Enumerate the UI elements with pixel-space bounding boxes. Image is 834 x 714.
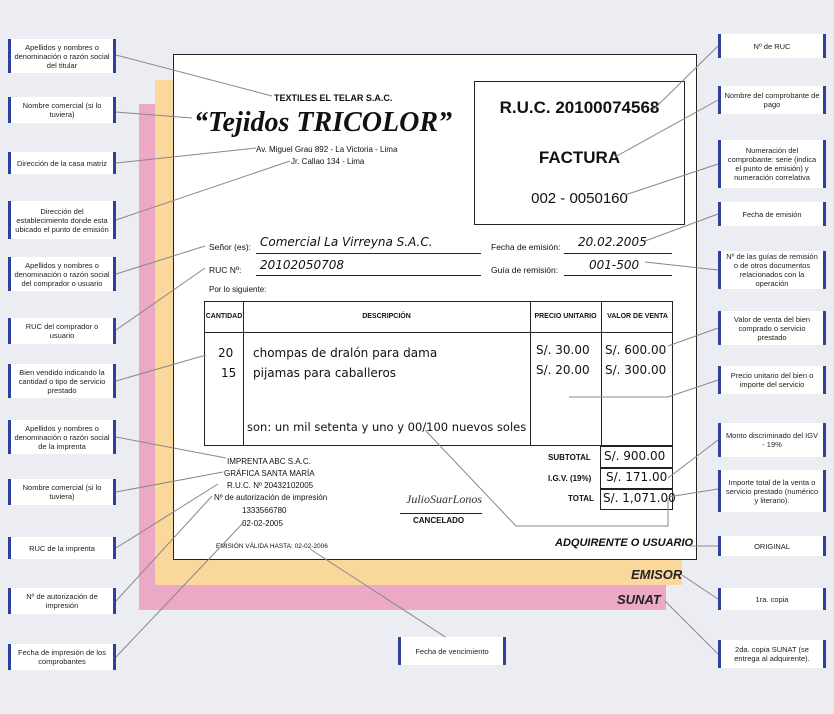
- print-date: 02-02-2005: [242, 519, 283, 528]
- signature: JulioSuarLonos: [406, 492, 483, 506]
- row1-total: S/. 600.00: [605, 343, 667, 357]
- emisor-copy-label: EMISOR: [631, 567, 683, 582]
- cancelado-label: CANCELADO: [413, 516, 465, 525]
- document-number: 002 - 0050160: [531, 190, 628, 207]
- company-legal-name: TEXTILES EL TELAR S.A.C.: [274, 93, 393, 103]
- subtotal-label: SUBTOTAL: [548, 453, 591, 462]
- row2-total: S/. 300.00: [605, 363, 667, 377]
- remission-guide-label: Guía de remisión:: [491, 265, 559, 275]
- annot-doc-number: Numeración del comprobante: serie (indica el punto de emisión) y numeración correlativa: [718, 140, 826, 188]
- annot-main-address: Dirección de la casa matriz: [8, 152, 116, 174]
- header-quantity: CANTIDAD: [205, 313, 243, 320]
- annot-second-copy: 2da. copia SUNAT (se entrega al adquirente).: [718, 640, 826, 668]
- senor-label: Señor (es):: [209, 242, 252, 252]
- total-value: S/. 1,071.00: [603, 491, 676, 505]
- printer-ruc: R.U.C. Nº 20432102005: [227, 481, 314, 490]
- annot-branch-address: Dirección del establecimiento donde esta ubicado el punto de emisión: [8, 201, 116, 239]
- annot-first-copy: 1ra. copia: [718, 588, 826, 610]
- annot-issue-date: Fecha de emisión: [718, 202, 826, 226]
- header-description: DESCRIPCIÓN: [362, 313, 411, 320]
- auth-number: 1333566780: [242, 506, 287, 515]
- header-unit-price: PRECIO UNITARIO: [534, 313, 597, 320]
- printer-name: IMPRENTA ABC S.A.C.: [227, 457, 311, 466]
- customer-ruc: 20102050708: [260, 258, 344, 272]
- auth-label: Nº de autorización de impresión: [214, 493, 328, 502]
- annot-buyer-name: Apellidos y nombres o denominación o razón social del comprador o usuario: [8, 257, 116, 291]
- annot-print-date: Fecha de impresión de los comprobantes: [8, 644, 116, 670]
- annot-original: ORIGINAL: [718, 536, 826, 556]
- address-branch: Jr. Callao 134 - Lima: [291, 157, 365, 166]
- valid-until: EMISIÓN VÁLIDA HASTA: 02-02-2006: [216, 543, 328, 550]
- printer-brand: GRÁFICA SANTA MARÍA: [224, 469, 315, 478]
- annot-remission-guide: Nº de las guías de remisión o de otros documentos relacionados con la operación: [718, 251, 826, 289]
- annot-igv: Monto discriminado del IGV - 19%: [718, 423, 826, 457]
- sunat-copy-label: SUNAT: [617, 592, 661, 607]
- address-main: Av. Miguel Grau 892 - La Victoria - Lima: [256, 145, 398, 154]
- annot-printer-name: Apellidos y nombres o denominación o razón social de la imprenta: [8, 420, 116, 454]
- header-sale-value: VALOR DE VENTA: [607, 313, 668, 320]
- original-copy-label: ADQUIRENTE O USUARIO: [555, 537, 694, 549]
- row1-unit: S/. 30.00: [536, 343, 590, 357]
- document-type: FACTURA: [538, 148, 621, 167]
- customer-ruc-label: RUC Nº:: [209, 265, 242, 275]
- annot-printer-ruc: RUC de la imprenta: [8, 537, 116, 559]
- row2-unit: S/. 20.00: [536, 363, 590, 377]
- annot-holder-name: Apellidos y nombres o denominación o razón social del titular: [8, 39, 116, 73]
- customer-name: Comercial La Virreyna S.A.C.: [260, 235, 433, 249]
- annot-printer-trade-name: Nombre comercial (si lo tuviera): [8, 479, 116, 505]
- annot-goods-sold: Bien vendido indicando la cantidad o tipo de servicio prestado: [8, 364, 116, 398]
- annot-ruc: Nº de RUC: [718, 34, 826, 58]
- igv-value: S/. 171.00: [606, 470, 668, 484]
- row2-qty: 15: [221, 366, 237, 380]
- brand-name: “Tejidos TRICOLOR”: [194, 107, 452, 138]
- issue-date-label: Fecha de emisión:: [491, 242, 561, 252]
- issue-date: 20.02.2005: [578, 235, 647, 249]
- annot-auth-number: Nº de autorización de impresión: [8, 588, 116, 614]
- subtotal-value: S/. 900.00: [604, 449, 666, 463]
- igv-label: I.G.V. (19%): [548, 474, 592, 483]
- annot-buyer-ruc: RUC del comprador o usuario: [8, 318, 116, 344]
- annot-trade-name: Nombre comercial (si lo tuviera): [8, 97, 116, 123]
- ruc-number: R.U.C. 20100074568: [499, 98, 660, 117]
- annot-total: Importe total de la venta o servicio prestado (numérico y literario).: [718, 470, 826, 512]
- por-lo-siguiente: Por lo siguiente:: [209, 285, 267, 294]
- total-label: TOTAL: [568, 494, 594, 503]
- annot-sale-value: Valor de venta del bien comprado o servicio prestado: [718, 311, 826, 345]
- row1-qty: 20: [218, 346, 234, 360]
- remission-guide: 001-500: [589, 258, 640, 272]
- annot-doc-type: Nombre del comprobante de pago: [718, 86, 826, 114]
- annot-unit-price: Precio unitario del bien o importe del servicio: [718, 366, 826, 394]
- row2-desc: pijamas para caballeros: [253, 366, 397, 380]
- row1-desc: chompas de dralón para dama: [253, 346, 438, 360]
- amount-in-words: son: un mil setenta y uno y 00/100 nuevos soles: [247, 420, 527, 434]
- annot-expiry-date: Fecha de vencimiento: [398, 637, 506, 665]
